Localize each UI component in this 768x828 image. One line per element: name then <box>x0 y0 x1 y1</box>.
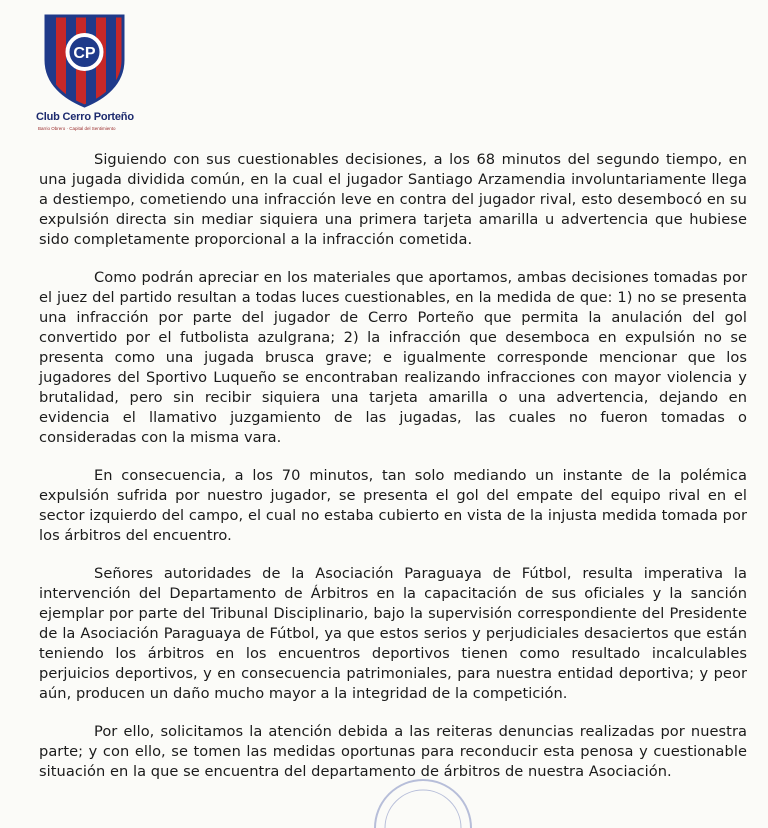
paragraph-4: Señores autoridades de la Asociación Paraguaya de Fútbol, resulta imperativa la intervención del Departamento de Árbitros en la capacitación de sus oficiales y la sanción ejemplar por parte del Tribunal Disciplinario, bajo la supervisión correspondiente del Presidente de la Asociación Paraguaya de Fútbol, ya que estos serios y perjudiciales desaciertos que están teniendo los árbitros en los encuentros deportivos tienen como resultado incalculables perjuicios deportivos, y en consecuencia patrimoniales, para nuestra entidad deportiva; y peor aún, producen un daño mucho mayor a la integridad de la competición. <box>39 565 747 702</box>
paragraph-5: Por ello, solicitamos la atención debida a las reiteras denuncias realizadas por nuestra parte; y con ello, se tomen las medidas oportunas para reconducir esta penosa y cuestionable situación en la que se encuentra del departamento de árbitros de nuestra Asociación. <box>39 723 747 780</box>
club-tagline: Barrio Obrero · Capital del Sentimiento <box>38 126 116 131</box>
paragraph-1: Siguiendo con sus cuestionables decisiones, a los 68 minutos del segundo tiempo, en una jugada dividida común, en la cual el jugador Santiago Arzamendia involuntariamente llega a destiempo, cometiendo una infracción leve en contra del jugador rival, esto desembocó en su expulsión directa sin mediar siquiera una primera tarjeta amarilla u advertencia que hubiese sido completamente proporcional a la infracción cometida. <box>39 151 747 248</box>
letterhead <box>30 10 150 135</box>
club-crest-logo <box>42 10 127 108</box>
paragraph-3: En consecuencia, a los 70 minutos, tan solo mediando un instante de la polémica expulsión sufrida por nuestro jugador, se presenta el gol del empate del equipo rival en el sector izquierdo del campo, el cual no estaba cubierto en vista de la injusta medida tomada por los árbitros del encuentro. <box>39 467 747 544</box>
crest-initials: CP <box>73 45 96 62</box>
club-name: Club Cerro Porteño <box>36 111 134 123</box>
letter-body <box>39 150 747 800</box>
club-stamp-seal <box>368 768 478 828</box>
paragraph-2: Como podrán apreciar en los materiales que aportamos, ambas decisiones tomadas por el juez del partido resultan a todas luces cuestionables, en la medida de que: 1) no se presenta una infracción por parte del jugador de Cerro Porteño que permita la anulación del gol convertido por el futbolista azulgrana; 2) la infracción que desemboca en expulsión no se presenta como una jugada brusca grave; e igualmente corresponde mencionar que los jugadores del Sportivo Luqueño se encontraban realizando infracciones con mayor violencia y brutalidad, pero sin recibir siquiera una tarjeta amarilla o una advertencia, dejando en evidencia el llamativo juzgamiento de las jugadas, las cuales no fueron tomadas o consideradas con la misma vara. <box>39 269 747 446</box>
